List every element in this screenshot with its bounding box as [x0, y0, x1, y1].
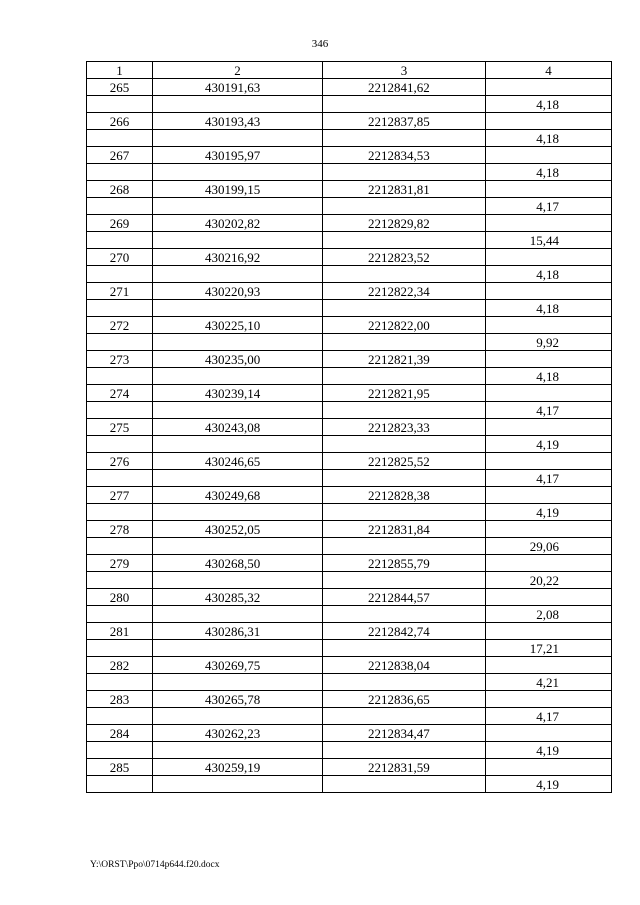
footer-file-path: Y:\ORST\Ppo\0714p644.f20.docx: [90, 860, 220, 870]
empty-cell: [486, 79, 612, 96]
empty-cell: [87, 368, 153, 385]
point-number: 283: [87, 691, 153, 708]
empty-cell: [323, 266, 486, 283]
empty-cell: [87, 130, 153, 147]
x-coordinate: 430285,32: [153, 589, 323, 606]
empty-cell: [486, 759, 612, 776]
y-coordinate: 2212831,81: [323, 181, 486, 198]
y-coordinate: 2212822,00: [323, 317, 486, 334]
empty-cell: [153, 538, 323, 555]
point-number: 277: [87, 487, 153, 504]
point-row: [87, 317, 612, 334]
distance-row: [87, 232, 612, 249]
y-coordinate: 2212825,52: [323, 453, 486, 470]
distance-value: 2,08: [486, 606, 612, 623]
x-coordinate: 430239,14: [153, 385, 323, 402]
empty-cell: [486, 487, 612, 504]
y-coordinate: 2212831,59: [323, 759, 486, 776]
empty-cell: [323, 538, 486, 555]
x-coordinate: 430268,50: [153, 555, 323, 572]
empty-cell: [486, 419, 612, 436]
empty-cell: [153, 504, 323, 521]
distance-value: 9,92: [486, 334, 612, 351]
empty-cell: [87, 436, 153, 453]
x-coordinate: 430262,23: [153, 725, 323, 742]
empty-cell: [87, 538, 153, 555]
empty-cell: [153, 640, 323, 657]
point-number: 272: [87, 317, 153, 334]
point-row: [87, 79, 612, 96]
empty-cell: [323, 300, 486, 317]
empty-cell: [153, 606, 323, 623]
distance-value: 4,18: [486, 96, 612, 113]
point-row: [87, 215, 612, 232]
x-coordinate: 430195,97: [153, 147, 323, 164]
empty-cell: [323, 334, 486, 351]
distance-row: [87, 130, 612, 147]
empty-cell: [87, 470, 153, 487]
point-row: [87, 147, 612, 164]
empty-cell: [486, 181, 612, 198]
x-coordinate: 430220,93: [153, 283, 323, 300]
empty-cell: [486, 385, 612, 402]
x-coordinate: 430269,75: [153, 657, 323, 674]
empty-cell: [323, 232, 486, 249]
point-row: [87, 487, 612, 504]
distance-value: 4,19: [486, 436, 612, 453]
distance-row: [87, 436, 612, 453]
y-coordinate: 2212829,82: [323, 215, 486, 232]
point-row: [87, 725, 612, 742]
point-row: [87, 181, 612, 198]
distance-value: 4,18: [486, 266, 612, 283]
distance-row: [87, 96, 612, 113]
empty-cell: [87, 708, 153, 725]
empty-cell: [153, 402, 323, 419]
distance-value: 4,17: [486, 708, 612, 725]
empty-cell: [323, 164, 486, 181]
empty-cell: [153, 300, 323, 317]
distance-row: [87, 538, 612, 555]
empty-cell: [323, 504, 486, 521]
y-coordinate: 2212821,39: [323, 351, 486, 368]
empty-cell: [323, 776, 486, 793]
distance-value: 4,19: [486, 776, 612, 793]
point-row: [87, 521, 612, 538]
x-coordinate: 430259,19: [153, 759, 323, 776]
empty-cell: [87, 742, 153, 759]
point-number: 266: [87, 113, 153, 130]
empty-cell: [87, 266, 153, 283]
empty-cell: [323, 96, 486, 113]
distance-row: [87, 742, 612, 759]
empty-cell: [486, 623, 612, 640]
point-number: 279: [87, 555, 153, 572]
point-row: [87, 555, 612, 572]
empty-cell: [323, 130, 486, 147]
empty-cell: [486, 113, 612, 130]
empty-cell: [87, 96, 153, 113]
y-coordinate: 2212842,74: [323, 623, 486, 640]
point-number: 284: [87, 725, 153, 742]
x-coordinate: 430265,78: [153, 691, 323, 708]
x-coordinate: 430249,68: [153, 487, 323, 504]
empty-cell: [153, 232, 323, 249]
point-number: 274: [87, 385, 153, 402]
empty-cell: [323, 402, 486, 419]
empty-cell: [486, 453, 612, 470]
empty-cell: [323, 470, 486, 487]
point-number: 270: [87, 249, 153, 266]
empty-cell: [153, 674, 323, 691]
y-coordinate: 2212834,53: [323, 147, 486, 164]
point-number: 282: [87, 657, 153, 674]
empty-cell: [87, 402, 153, 419]
empty-cell: [323, 368, 486, 385]
empty-cell: [153, 470, 323, 487]
distance-row: [87, 708, 612, 725]
distance-row: [87, 640, 612, 657]
point-number: 275: [87, 419, 153, 436]
empty-cell: [153, 572, 323, 589]
empty-cell: [486, 657, 612, 674]
empty-cell: [153, 198, 323, 215]
empty-cell: [323, 606, 486, 623]
distance-value: 4,17: [486, 198, 612, 215]
empty-cell: [486, 215, 612, 232]
distance-row: [87, 776, 612, 793]
point-number: 281: [87, 623, 153, 640]
header-cell-4: 4: [486, 62, 612, 79]
empty-cell: [153, 164, 323, 181]
y-coordinate: 2212831,84: [323, 521, 486, 538]
empty-cell: [153, 96, 323, 113]
empty-cell: [87, 232, 153, 249]
header-cell-2: 2: [153, 62, 323, 79]
distance-row: [87, 402, 612, 419]
y-coordinate: 2212855,79: [323, 555, 486, 572]
point-number: 269: [87, 215, 153, 232]
empty-cell: [153, 130, 323, 147]
empty-cell: [153, 436, 323, 453]
empty-cell: [87, 572, 153, 589]
empty-cell: [87, 164, 153, 181]
empty-cell: [87, 198, 153, 215]
point-number: 285: [87, 759, 153, 776]
empty-cell: [87, 334, 153, 351]
point-number: 267: [87, 147, 153, 164]
empty-cell: [153, 742, 323, 759]
distance-value: 4,19: [486, 504, 612, 521]
header-cell-1: 1: [87, 62, 153, 79]
empty-cell: [153, 266, 323, 283]
distance-row: [87, 368, 612, 385]
distance-row: [87, 504, 612, 521]
empty-cell: [323, 198, 486, 215]
empty-cell: [153, 334, 323, 351]
distance-value: 4,19: [486, 742, 612, 759]
empty-cell: [486, 555, 612, 572]
empty-cell: [87, 504, 153, 521]
empty-cell: [323, 708, 486, 725]
point-row: [87, 385, 612, 402]
empty-cell: [323, 640, 486, 657]
empty-cell: [87, 776, 153, 793]
x-coordinate: 430225,10: [153, 317, 323, 334]
distance-row: [87, 606, 612, 623]
x-coordinate: 430235,00: [153, 351, 323, 368]
empty-cell: [153, 708, 323, 725]
x-coordinate: 430193,43: [153, 113, 323, 130]
point-row: [87, 453, 612, 470]
empty-cell: [323, 436, 486, 453]
empty-cell: [323, 742, 486, 759]
distance-value: 20,22: [486, 572, 612, 589]
y-coordinate: 2212844,57: [323, 589, 486, 606]
empty-cell: [87, 674, 153, 691]
point-number: 265: [87, 79, 153, 96]
distance-value: 4,18: [486, 368, 612, 385]
distance-value: 29,06: [486, 538, 612, 555]
header-cell-3: 3: [323, 62, 486, 79]
point-row: [87, 623, 612, 640]
x-coordinate: 430216,92: [153, 249, 323, 266]
x-coordinate: 430243,08: [153, 419, 323, 436]
distance-row: [87, 572, 612, 589]
distance-value: 4,21: [486, 674, 612, 691]
point-number: 268: [87, 181, 153, 198]
empty-cell: [486, 317, 612, 334]
empty-cell: [486, 589, 612, 606]
empty-cell: [87, 640, 153, 657]
empty-cell: [486, 521, 612, 538]
distance-row: [87, 674, 612, 691]
y-coordinate: 2212841,62: [323, 79, 486, 96]
distance-value: 15,44: [486, 232, 612, 249]
distance-value: 4,18: [486, 164, 612, 181]
empty-cell: [87, 300, 153, 317]
empty-cell: [323, 674, 486, 691]
coordinates-table: [86, 61, 612, 793]
page-number: 346: [311, 38, 329, 50]
empty-cell: [486, 351, 612, 368]
y-coordinate: 2212834,47: [323, 725, 486, 742]
distance-value: 4,18: [486, 300, 612, 317]
point-row: [87, 249, 612, 266]
x-coordinate: 430246,65: [153, 453, 323, 470]
point-row: [87, 283, 612, 300]
empty-cell: [153, 776, 323, 793]
y-coordinate: 2212822,34: [323, 283, 486, 300]
x-coordinate: 430202,82: [153, 215, 323, 232]
distance-row: [87, 266, 612, 283]
x-coordinate: 430252,05: [153, 521, 323, 538]
point-row: [87, 691, 612, 708]
empty-cell: [486, 147, 612, 164]
point-row: [87, 657, 612, 674]
point-number: 280: [87, 589, 153, 606]
distance-row: [87, 300, 612, 317]
table-header-row: [87, 62, 612, 79]
y-coordinate: 2212837,85: [323, 113, 486, 130]
empty-cell: [486, 249, 612, 266]
distance-value: 4,17: [486, 470, 612, 487]
point-number: 278: [87, 521, 153, 538]
distance-value: 4,17: [486, 402, 612, 419]
y-coordinate: 2212828,38: [323, 487, 486, 504]
point-row: [87, 113, 612, 130]
x-coordinate: 430286,31: [153, 623, 323, 640]
distance-row: [87, 164, 612, 181]
point-row: [87, 351, 612, 368]
point-row: [87, 419, 612, 436]
y-coordinate: 2212821,95: [323, 385, 486, 402]
distance-row: [87, 198, 612, 215]
point-row: [87, 759, 612, 776]
y-coordinate: 2212838,04: [323, 657, 486, 674]
x-coordinate: 430199,15: [153, 181, 323, 198]
empty-cell: [87, 606, 153, 623]
distance-row: [87, 470, 612, 487]
empty-cell: [323, 572, 486, 589]
empty-cell: [153, 368, 323, 385]
distance-value: 4,18: [486, 130, 612, 147]
coordinates-table-body: [87, 62, 612, 793]
y-coordinate: 2212836,65: [323, 691, 486, 708]
distance-value: 17,21: [486, 640, 612, 657]
empty-cell: [486, 725, 612, 742]
x-coordinate: 430191,63: [153, 79, 323, 96]
distance-row: [87, 334, 612, 351]
empty-cell: [486, 283, 612, 300]
y-coordinate: 2212823,33: [323, 419, 486, 436]
point-number: 271: [87, 283, 153, 300]
point-number: 273: [87, 351, 153, 368]
y-coordinate: 2212823,52: [323, 249, 486, 266]
point-row: [87, 589, 612, 606]
empty-cell: [486, 691, 612, 708]
point-number: 276: [87, 453, 153, 470]
